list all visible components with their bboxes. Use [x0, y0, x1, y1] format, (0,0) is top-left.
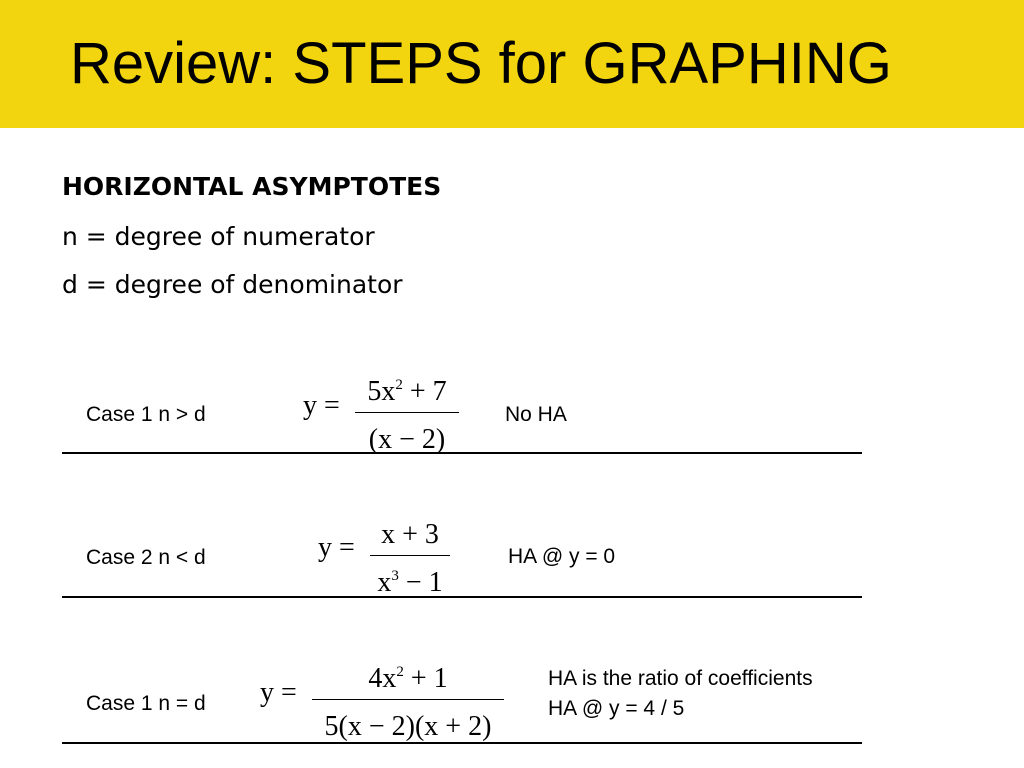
case-1-label: Case 1 n > d — [86, 403, 206, 426]
case-2-label: Case 2 n < d — [86, 546, 206, 569]
case-1-equation — [303, 365, 463, 455]
denominator: 5(x − 2)(x + 2) — [324, 711, 492, 742]
slide-title: Review: STEPS for GRAPHING — [70, 31, 892, 96]
numerator-definition: n = degree of numerator — [62, 222, 375, 251]
title-bar — [0, 0, 1024, 128]
divider-rule — [62, 742, 862, 744]
divider-rule — [62, 452, 862, 454]
case-3-note-ratio: HA is the ratio of coefficients — [548, 667, 813, 690]
equation-lhs: y = — [318, 532, 355, 563]
case-2-note: HA @ y = 0 — [508, 545, 616, 568]
numerator: $4x^2 + 1$ — [368, 663, 448, 694]
numerator: $5x^2 + 7$ — [367, 376, 447, 407]
equation-fraction — [355, 365, 459, 460]
section-heading: HORIZONTAL ASYMPTOTES — [62, 172, 442, 201]
case-3-equation — [260, 652, 510, 742]
case-3-label: Case 1 n = d — [86, 692, 206, 715]
case-1-note: No HA — [505, 403, 567, 426]
numerator: x + 3 — [381, 519, 439, 550]
equation-lhs: y = — [260, 677, 297, 708]
denominator: (x − 2) — [368, 424, 446, 455]
equation-fraction — [370, 508, 450, 603]
case-2-equation — [318, 508, 458, 598]
equation-fraction — [312, 652, 504, 747]
denominator: $x^3 - 1$ — [377, 567, 443, 598]
divider-rule — [62, 596, 862, 598]
equation-lhs: y = — [303, 390, 340, 421]
case-3-note-value: HA @ y = 4 / 5 — [548, 697, 685, 720]
denominator-definition: d = degree of denominator — [62, 270, 403, 299]
